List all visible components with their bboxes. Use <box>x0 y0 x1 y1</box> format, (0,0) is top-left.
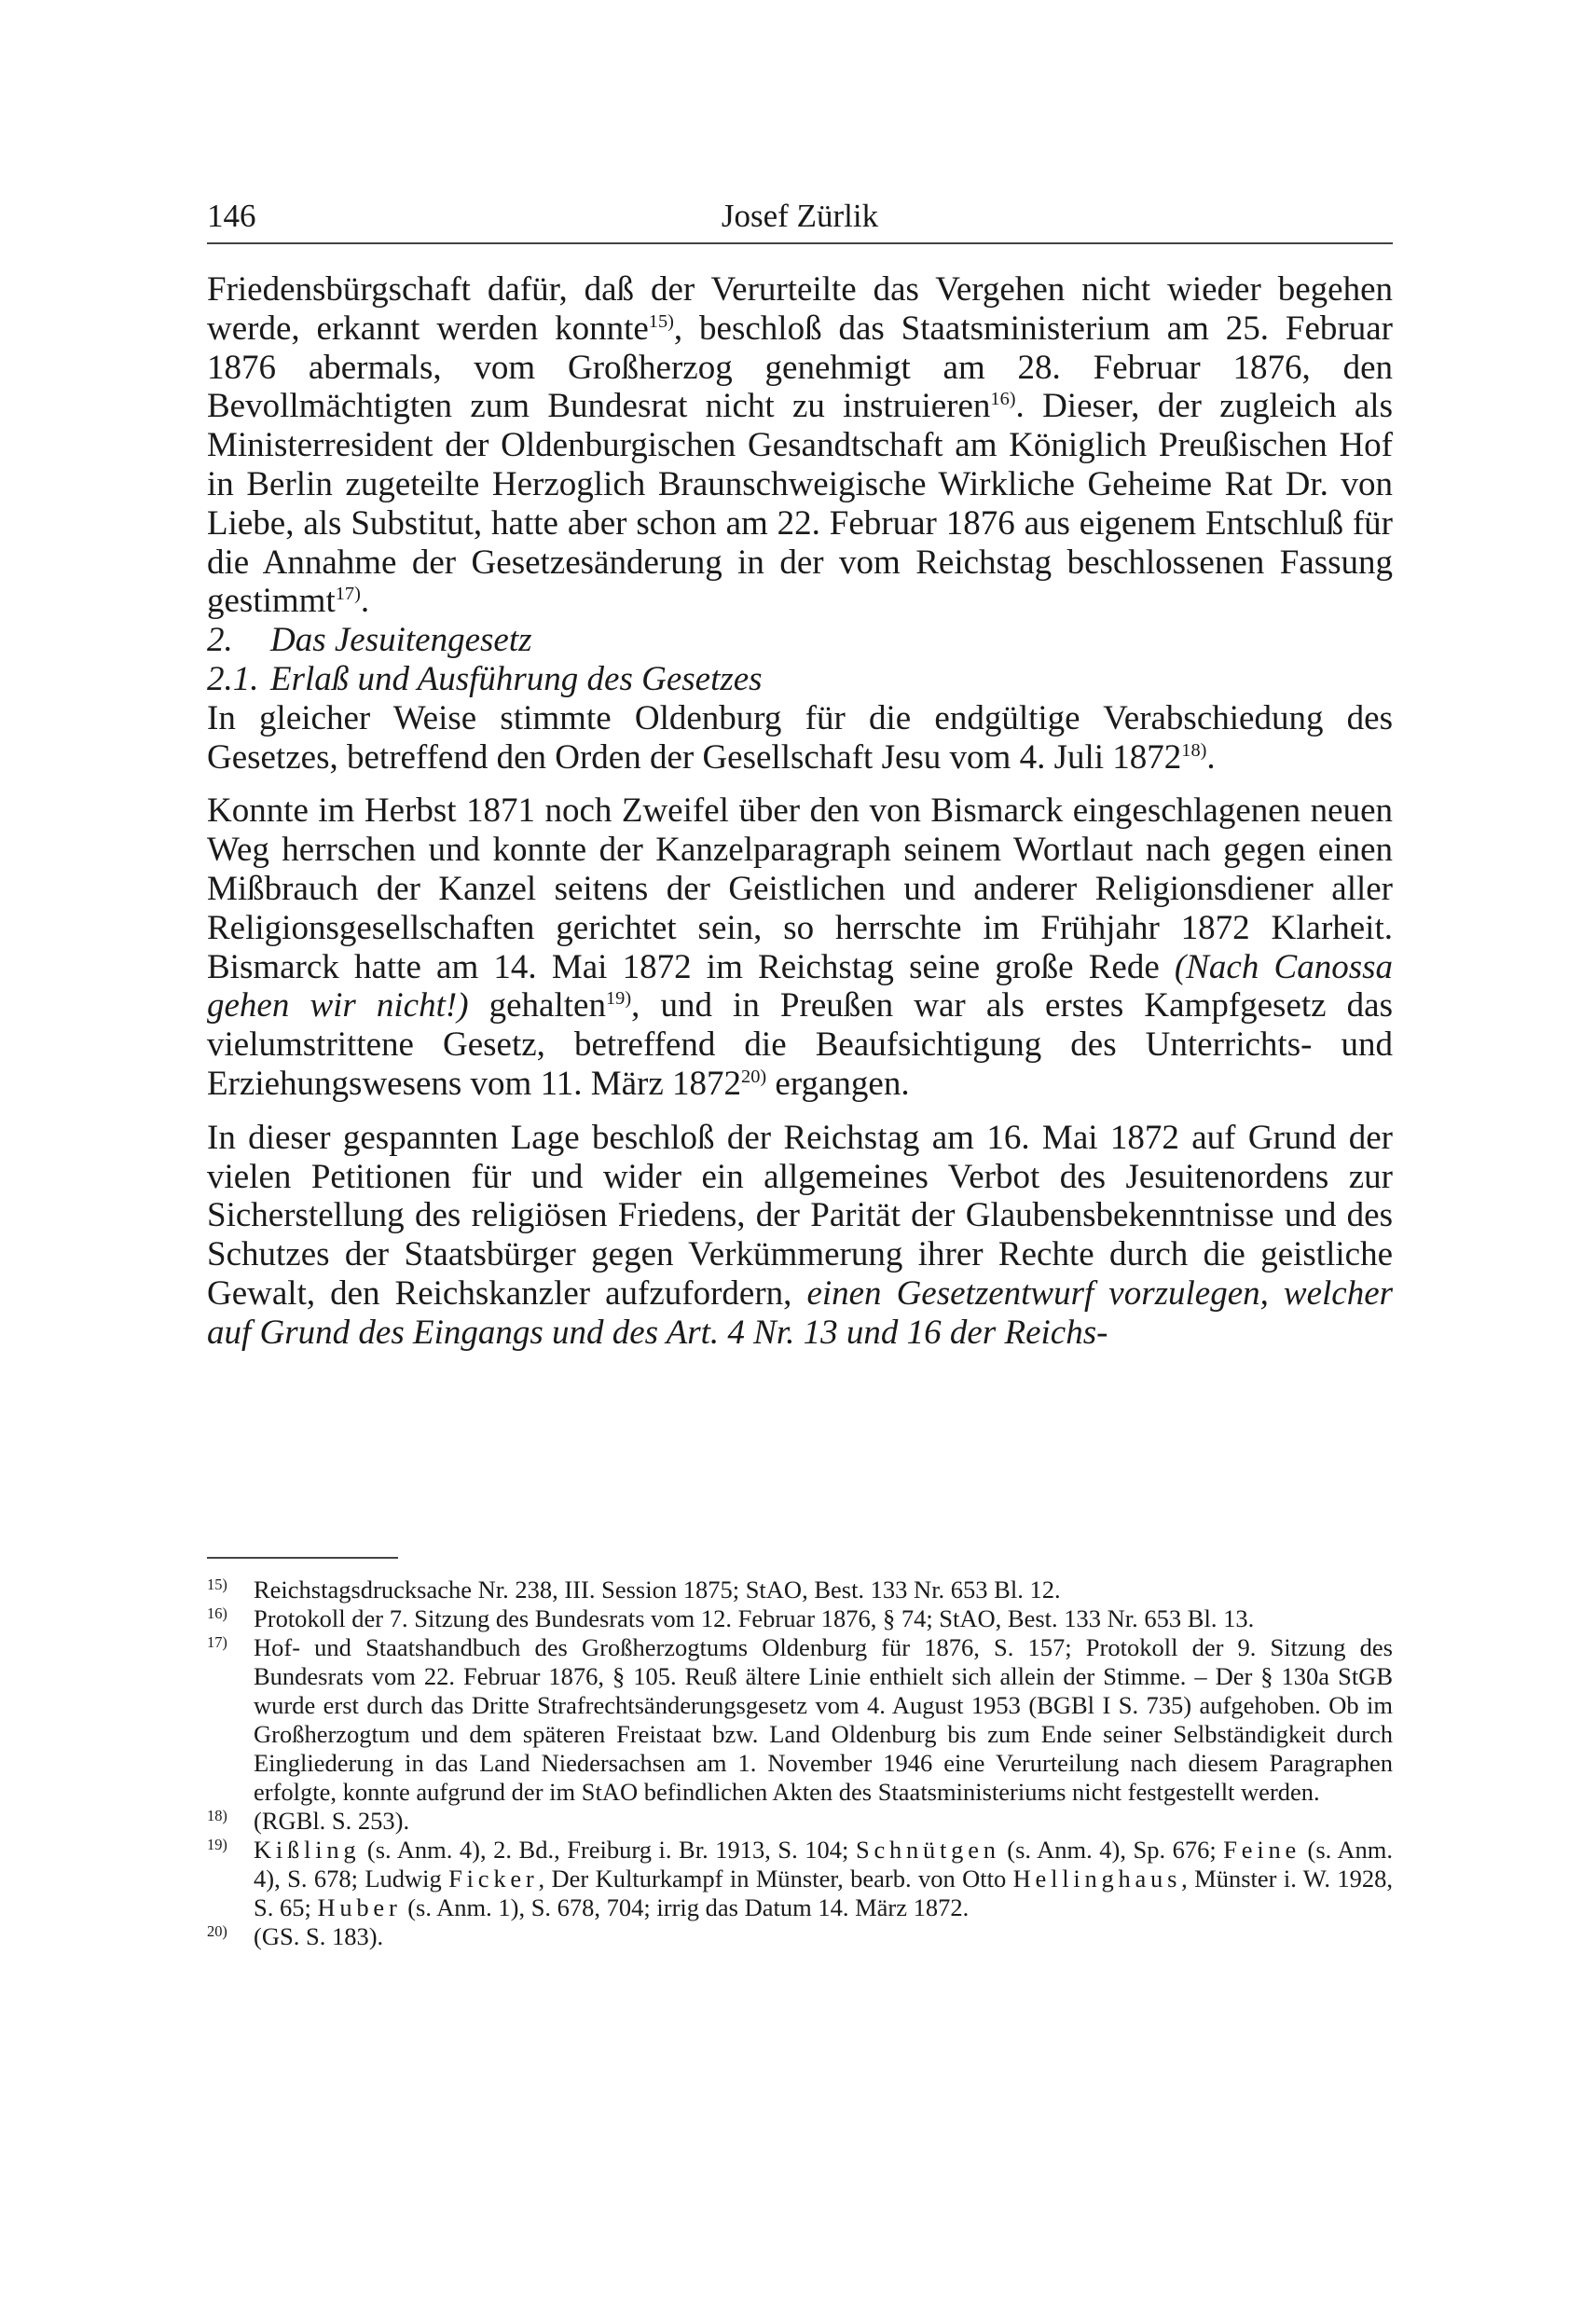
paragraph-1: Friedensbürgschaft dafür, daß der Verurteilte das Vergehen nicht wieder begehen werde, erkannt werden konnte$^{15)}$, beschloß das Staatsministerium am 25. Februar 1876 abermals, vom Großherzog genehmigt am 28. Februar 1876, den Bevollmächtigten zum Bundesrat nicht zu instruieren$^{16)}$. Dieser, der zugleich als Ministerresident der Oldenburgischen Gesandtschaft am Königlich Preußischen Hof in Berlin zugeteilte Herzoglich Braunschweigische Wirkliche Geheime Rat Dr. von Liebe, als Substitut, hatte aber schon am 22. Februar 1876 aus eigenem Entschluß für die Annahme der Gesetzesänderung in der vom Reichstag beschlossenen Fassung gestimmt$^{17)}$. <box>207 270 1393 621</box>
footnote-ref-17[interactable]: 17) <box>335 584 361 605</box>
footnote-ref-19[interactable]: 19) <box>605 988 632 1010</box>
page-number: 146 <box>207 198 256 234</box>
footnote-ref-20[interactable]: 20) <box>741 1066 767 1087</box>
paragraph-2: In gleicher Weise stimmte Oldenburg für die endgültige Verabschiedung des Gesetzes, betreffend den Orden der Gesellschaft Jesu vom 4. Juli 1872$^{18)}$. <box>207 698 1393 777</box>
page-header <box>207 198 1393 244</box>
section-heading <box>207 621 1393 660</box>
main-text <box>207 270 1393 1353</box>
paragraph-4: In dieser gespannten Lage beschloß der Reichstag am 16. Mai 1872 auf Grund der vielen Petitionen für und wider ein allgemeines Verbot des Jesuitenordens zur Sicherstellung des religiösen Friedens, der Parität der Glaubensbekenntnisse und des Schutzes der Staatsbürger gegen Verkümmerung ihrer Rechte durch die geistliche Gewalt, den Reichskanzler aufzufordern, einen Gesetzentwurf vorzulegen, welcher auf Grund des Eingangs und des Art. 4 Nr. 13 und 16 der Reichs- <box>207 1118 1394 1352</box>
italic-quote: einen Gesetzentwurf vorzulegen, welcher auf Grund des Eingangs und des Art. 4 Nr. 13 und 16 der Reichs- <box>207 1273 1394 1352</box>
footnote-15: $^{15)}$ Reichstagsdrucksache Nr. 238, III. Session 1875; StAO, Best. 133 Nr. 653 Bl. 12. <box>207 1575 1061 1603</box>
quote: (Nach Canossa gehen wir nicht!) <box>207 947 1393 1025</box>
running-head: Josef Zürlik <box>721 198 879 234</box>
subsection-number: 2.1. <box>207 659 259 698</box>
section-title: Das Jesuitengesetz <box>270 621 532 660</box>
footnote-ref-15[interactable]: 15) <box>648 310 674 332</box>
section-number: 2. <box>207 621 233 660</box>
footnote-16: $^{16)}$ Protokoll der 7. Sitzung des Bundesrats vom 12. Februar 1876, § 74; StAO, Best. 133 Nr. 653 Bl. 13. <box>207 1603 1255 1632</box>
subsection-title: Erlaß und Ausführung des Gesetzes <box>270 659 763 698</box>
footnote-ref-18[interactable]: 18) <box>1181 739 1207 761</box>
footnote-17: $^{17)}$ Hof- und Staatshandbuch des Großherzogtums Oldenburg für 1876, S. 157; Protokoll der 9. Sitzung des Bundesrats vom 22. Februar 1876, § 105. Reuß ältere Linie enthielt sich allein der Stimme. – Der § 130a StGB wurde erst durch das Dritte Strafrechtsänderungsgesetz vom 4. August 1953 (BGBl I S. 735) aufgehoben. Ob im Großherzogtum und dem späteren Freistaat bzw. Land Oldenburg bis zum Ende seiner Selbständigkeit durch Eingliederung in das Land Niedersachsen am 1. November 1946 eine Verurteilung nach diesem Paragraphen erfolgte, konnte aufgrund der im StAO befindlichen Akten des Staatsministeriums nicht festgestellt werden. <box>207 1632 1393 1806</box>
footnotes <box>207 1576 1393 1951</box>
footnote-ref-16[interactable]: 16) <box>990 389 1016 410</box>
paragraph-3: Konnte im Herbst 1871 noch Zweifel über den von Bismarck eingeschlagenen neuen Weg herrschen und konnte der Kanzelparagraph seinem Wortlaut nach gegen einen Mißbrauch der Kanzel seitens der Geistlichen und anderer Religionsdiener aller Religionsgesellschaften gerichtet sein, so herrschte im Frühjahr 1872 Klarheit. Bismarck hatte am 14. Mai 1872 im Reichstag seine große Rede (Nach Canossa gehen wir nicht!) gehalten$^{19)}$, und in Preußen war als erstes Kampfgesetz das vielumstrittene Gesetz, betreffend die Beaufsichtigung des Unterrichts- und Erziehungswesens vom 11. März 1872$^{20)}$ ergangen. <box>207 791 1394 1103</box>
footnote-divider <box>207 1557 398 1559</box>
footnote-20: $^{20)}$ (GS. S. 183). <box>207 1921 384 1950</box>
footnote-18: $^{18)}$ (RGBl. S. 253). <box>207 1806 410 1835</box>
footnote-19: $^{19)}$ Kißling (s. Anm. 4), 2. Bd., Freiburg i. Br. 1913, S. 104; Schnütgen (s. Anm. 4), Sp. 676; Feine (s. Anm. 4), S. 678; Ludwig Ficker, Der Kulturkampf in Münster, bearb. von Otto Hellinghaus, Münster i. W. 1928, S. 65; Huber (s. Anm. 1), S. 678, 704; irrig das Datum 14. März 1872. <box>207 1835 1393 1921</box>
subsection-heading <box>207 660 1393 699</box>
